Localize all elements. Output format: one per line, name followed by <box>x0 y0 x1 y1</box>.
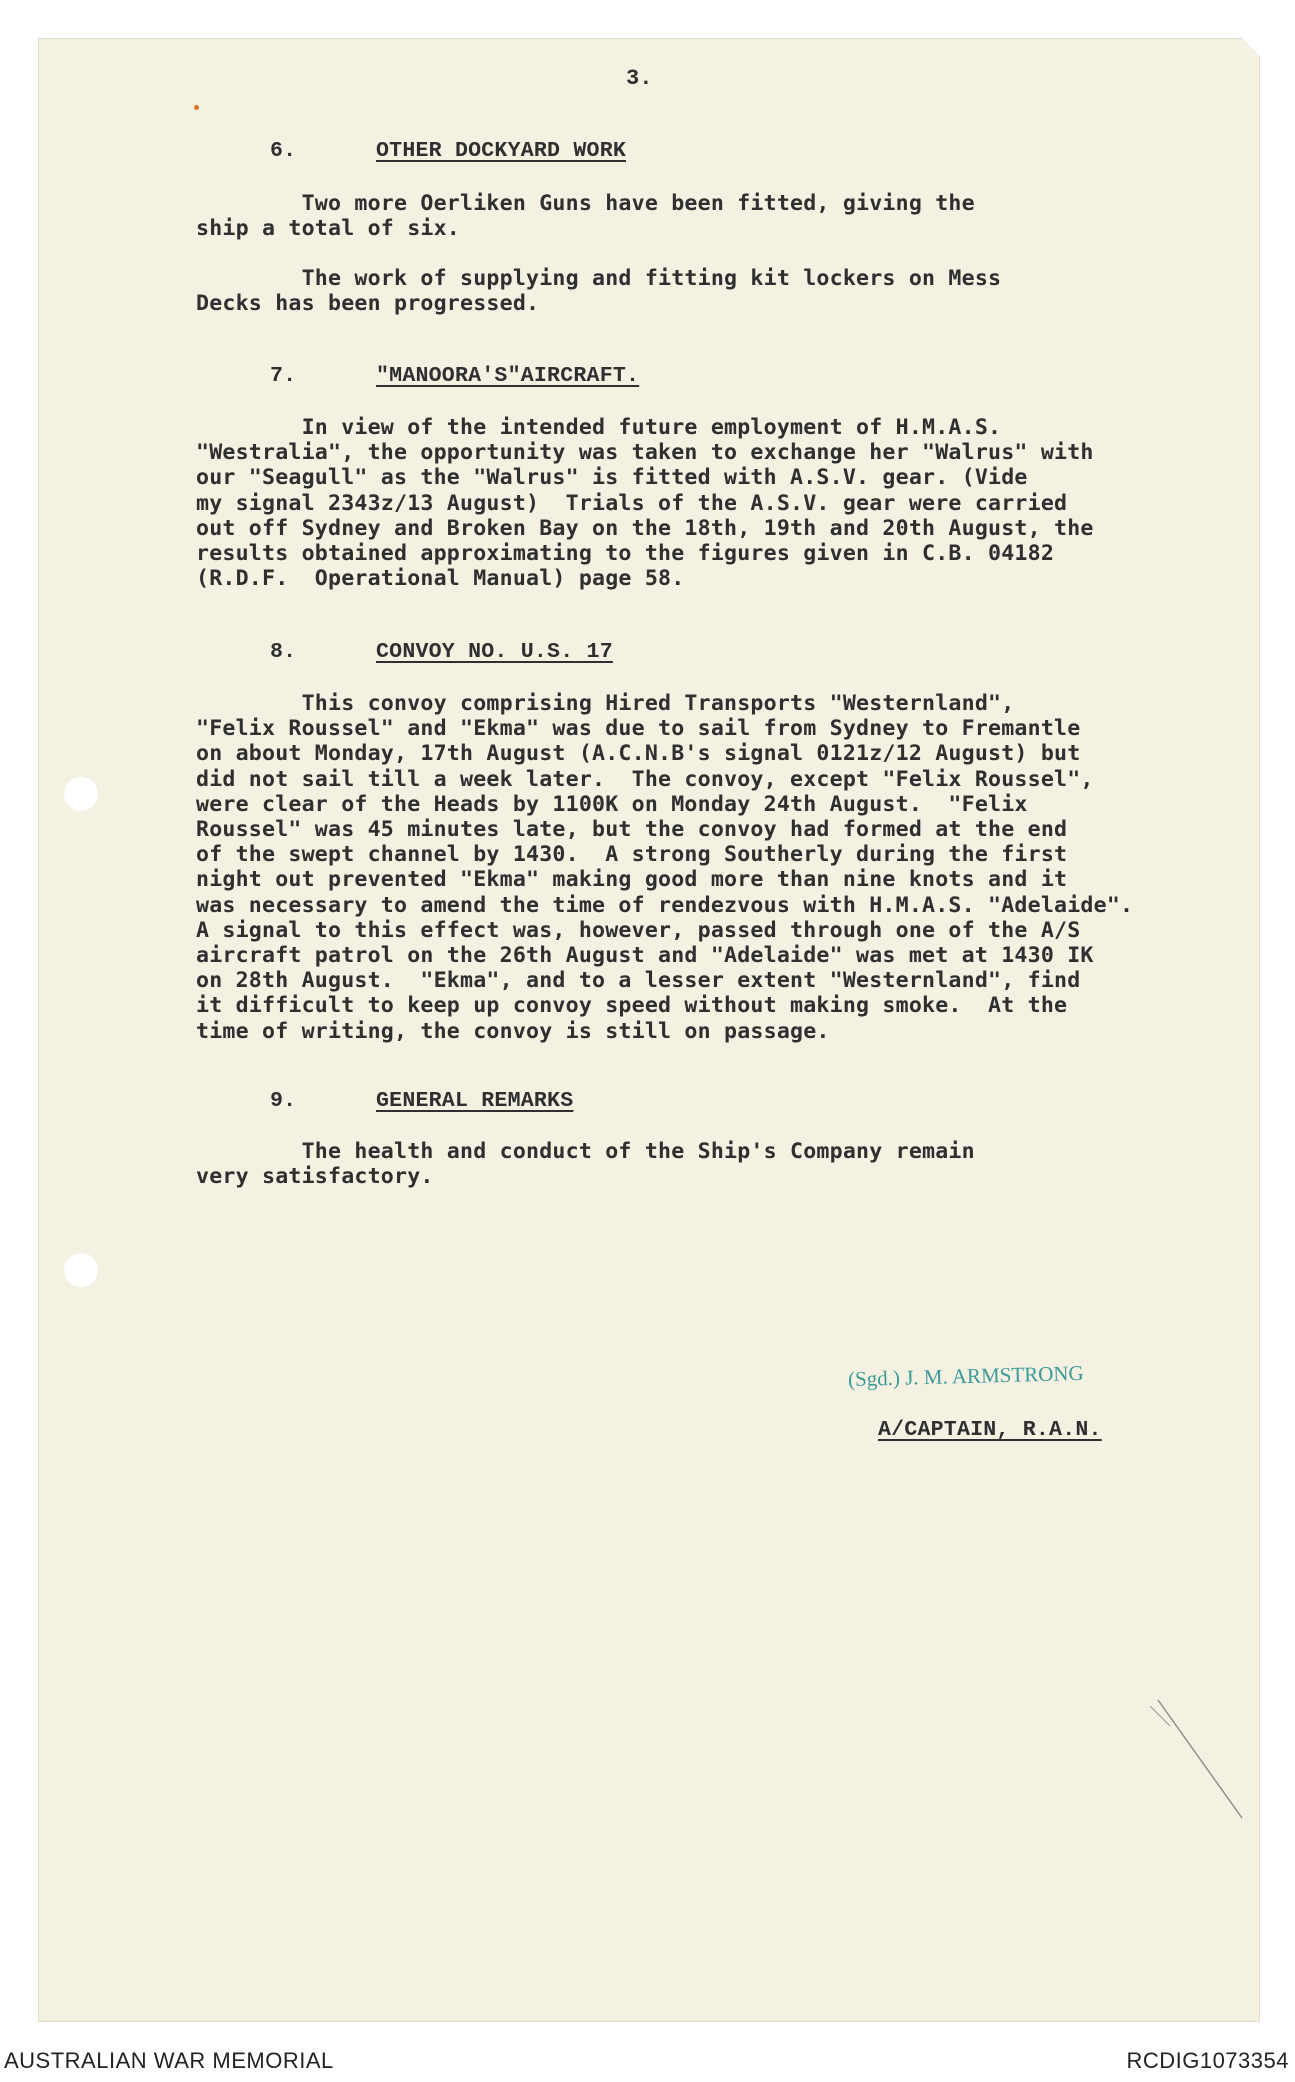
section-heading: GENERAL REMARKS <box>376 1089 574 1113</box>
section-number: 9. <box>270 1089 297 1113</box>
signature-stamp: (Sgd.) J. M. ARMSTRONG <box>847 1360 1084 1392</box>
page-number: 3. <box>626 66 653 91</box>
paragraph: This convoy comprising Hired Transports "Westernland", "Felix Roussel" and "Ekma" was due to sail from Sydney to Fremantle on about Monday, 17th August (A.C.N.B's signal 0121z/12 August) but did not sail till a week later. The convoy, except "Felix Roussel", were clear of the Heads by 1100K on Monday 24th August. "Felix Roussel" was 45 minutes late, but the convoy had formed at the end of the swept channel by 1430. A strong Southerly during the first night out prevented "Ekma" making good more than nine knots and it was necessary to amend the time of rendezvous with H.M.A.S. "Adelaide". A signal to this effect was, however, passed through one of the A/S aircraft patrol on the 26th August and "Adelaide" was met at 1430 IK on 28th August. "Ekma", and to a lesser extent "Westernland", find it difficult to keep up convoy speed without making smoke. At the time of writing, the convoy is still on passage. <box>196 691 1134 1044</box>
section-heading: "MANOORA'S"AIRCRAFT. <box>376 364 640 388</box>
section-heading: OTHER DOCKYARD WORK <box>376 139 627 163</box>
archive-id: RCDIG1073354 <box>1126 2048 1289 2073</box>
paragraph: The health and conduct of the Ship's Company remain very satisfactory. <box>196 1139 975 1190</box>
signatory-rank: A/CAPTAIN, R.A.N. <box>878 1418 1102 1442</box>
section-heading: CONVOY NO. U.S. 17 <box>376 640 613 664</box>
paragraph: In view of the intended future employment of H.M.A.S. "Westralia", the opportunity was taken to exchange her "Walrus" with our "Seagull" as the "Walrus" is fitted with A.S.V. gear. (Vide my signal 2343z/13 August) Trials of the A.S.V. gear were carried out off Sydney and Broken Bay on the 18th, 19th and 20th August, the results obtained approximating to the figures given in C.B. 04182 (R.D.F. Operational Manual) page 58. <box>196 415 1094 592</box>
section-number: 7. <box>270 364 297 388</box>
section-number: 6. <box>270 139 297 163</box>
paragraph: Two more Oerliken Guns have been fitted, giving the ship a total of six. <box>196 191 975 242</box>
archive-credit: AUSTRALIAN WAR MEMORIAL <box>4 2048 334 2073</box>
paragraph: The work of supplying and fitting kit lockers on Mess Decks has been progressed. <box>196 266 1002 317</box>
section-number: 8. <box>270 640 297 664</box>
